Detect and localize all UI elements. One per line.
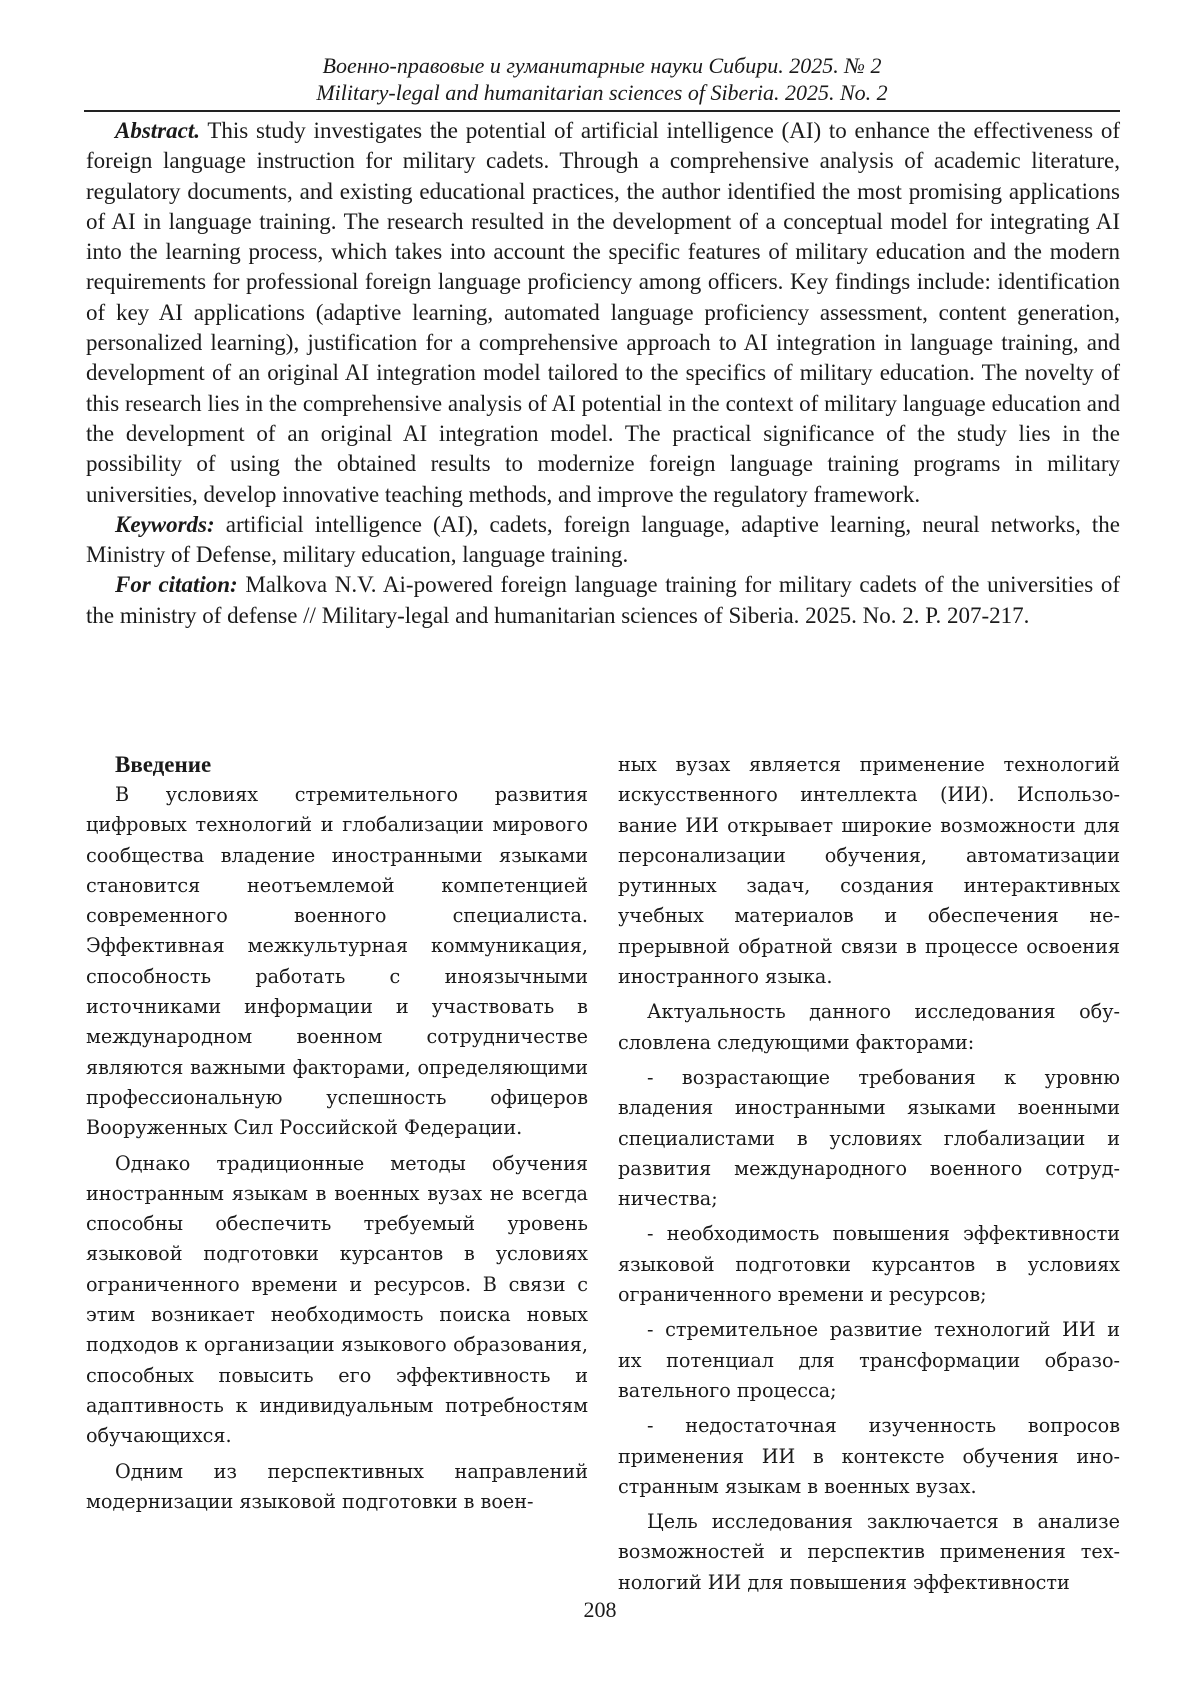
journal-title-ru: Военно-правовые и гуманитарные науки Сибири. 2025. № 2 — [322, 53, 882, 78]
citation-label: For citation: — [115, 572, 238, 598]
abstract-text: This study investigates the potential of artificial intelligence (AI) to enhance the effectiveness of foreign language instruction for military cadets. Through a comprehensive analysis of academic literature, regulatory documents, and existing educational practices, the author identified the most promising applications of AI in language training. The research resulted in the development of a conceptual model for integrating AI into the learning process, which takes into account the specific features of military education and the modern requirements for professional foreign language proficiency among officers. Key findings include: identification of key AI applications (adaptive learning, automated language proficiency assessment, content generation, personalized learning), justification for a comprehensive approach to AI integration in language training, and development of an original AI integration model tailored to the specifics of military education. The novelty of this research lies in the comprehensive analysis of AI potential in the context of military language education and the development of an original AI integration model. The practical significance of the study lies in the possibility of using the obtained results to modernize foreign language training programs in military universities, develop innovative teaching methods, and improve the regulatory framework. — [86, 118, 1120, 507]
section-title-introduction: Введение — [115, 752, 212, 777]
list-item: - недостаточная изученность вопросов применения ИИ в контексте обучения иностранным языкам в военных вузах. — [618, 1414, 1120, 1498]
body-paragraph: Актуальность данного исследования обусловлена следующими факторами: — [618, 1000, 1120, 1054]
keywords-text: artificial intelligence (AI), cadets, foreign language, adaptive learning, neural networks, the Ministry of Defense, military education, language training. — [86, 511, 1120, 568]
body-columns — [86, 750, 1120, 1594]
list-item: - стремительное развитие технологий ИИ и их потенциал для трансформации образовательного процесса; — [618, 1318, 1120, 1402]
citation-paragraph — [86, 570, 1120, 631]
abstract-paragraph — [86, 116, 1120, 510]
journal-title-en: Military-legal and humanitarian sciences of Siberia. 2025. No. 2 — [316, 80, 888, 105]
keywords-label: Keywords: — [115, 511, 215, 537]
running-header — [84, 52, 1120, 106]
page-number: 208 — [583, 1597, 617, 1622]
body-paragraph: Цель исследования заключается в анализе возможностей и перспектив применения технологий ИИ для повышения эффективности — [618, 1510, 1120, 1594]
body-paragraph-continued: ных вузах является применение технологий искусственного интеллекта (ИИ). Использование ИИ открывает широкие возможности для персонализации обучения, автоматизации рутинных задач, создания интерактивных учебных материалов и обеспечения непрерывной обратной связи в процессе освоения иностранного языка. — [618, 753, 1120, 989]
body-paragraph: Одним из перспективных направлений модернизации языковой подготовки в воен- — [86, 1459, 588, 1513]
list-item: - возрастающие требования к уровню владения иностранными языками военными специалистами в условиях глобализации и развития международного военного сотрудничества; — [618, 1065, 1120, 1211]
body-paragraph: Однако традиционные методы обучения иностранным языкам в военных вузах не всегда способны обеспечить требуемый уровень языковой подготовки курсантов в условиях ограниченного времени и ресурсов. В связи с этим возникает необходимость поиска новых подходов к организации языкового образования, способных повысить его эффективность и адаптивность к индивидуальным потребностям обучающихся. — [86, 1151, 588, 1448]
abstract-section — [86, 116, 1120, 631]
citation-text: Malkova N.V. Ai-powered foreign language training for military cadets of the universities of the ministry of defense // Military-legal and humanitarian sciences of Siberia. 2025. No. 2. P. 207-217. — [86, 572, 1120, 628]
keywords-paragraph — [86, 510, 1120, 571]
right-column — [618, 750, 1120, 1603]
header-rule — [84, 110, 1120, 112]
left-column — [86, 750, 588, 1522]
list-item: - необходимость повышения эффективности языковой подготовки курсантов в условиях ограниченного времени и ресурсов; — [618, 1222, 1120, 1307]
abstract-label: Abstract. — [115, 118, 200, 143]
body-paragraph: В условиях стремительного развития цифровых технологий и глобализации мирового сообщества владение иностранными языками становится неотъемлемой компетенцией современного военного специалиста. Эффективная межкультурная коммуникация, способность работать с иноязычными источниками информации и участвовать в международном военном сотрудничестве являются важными факторами, определяющими профессиональную успешность офицеров Вооруженных Сил Российской Федерации. — [86, 783, 588, 1140]
